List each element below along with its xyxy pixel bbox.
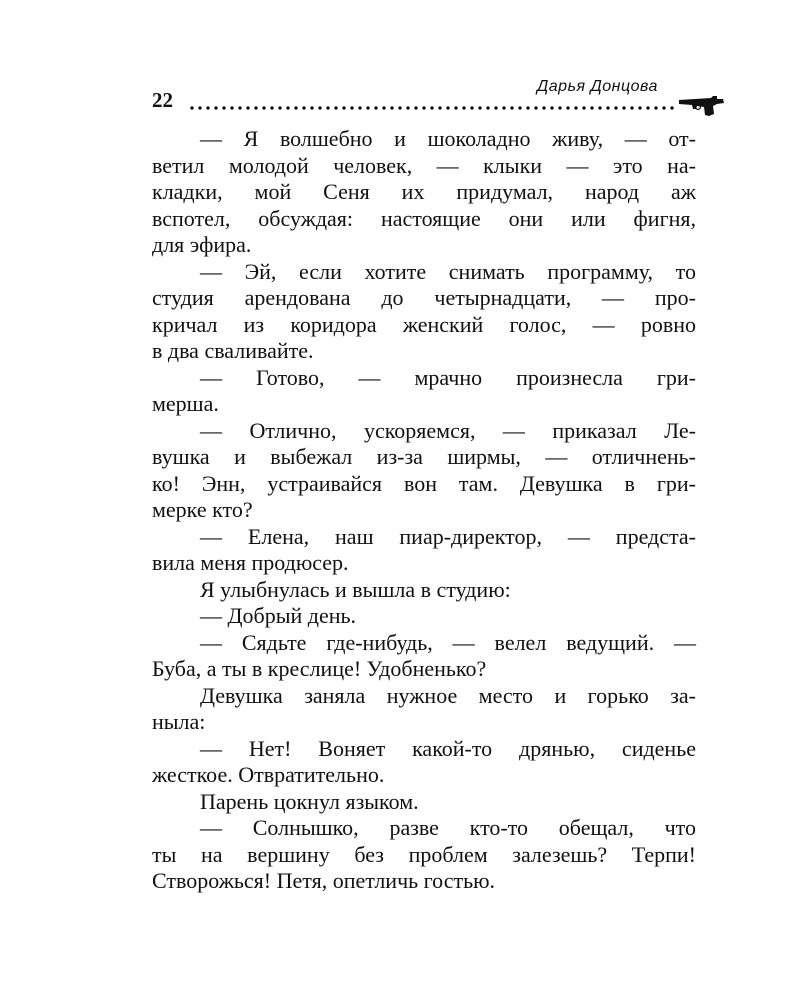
text-line: — Нет! Воняет какой-то дрянью, сиденье	[200, 735, 696, 761]
text-line: ныла:	[152, 709, 206, 734]
text-line: Парень цокнул языком.	[200, 788, 419, 814]
dotted-leader	[188, 106, 678, 110]
text-line: студия арендована до четырнадцати, — про-	[152, 285, 696, 310]
text-line: Буба, а ты в креслице! Удобненько?	[152, 656, 487, 681]
text-line: кричал из коридора женский голос, — ровно	[152, 311, 696, 337]
text-line: — Солнышко, разве кто-то обещал, что	[200, 815, 696, 840]
text-line: — Сядьте где-нибудь, — велел ведущий. —	[200, 629, 696, 655]
text-line: — Готово, — мрачно произнесла гри-	[200, 364, 696, 390]
text-line: — Эй, если хотите снимать программу, то	[200, 258, 696, 284]
text-line: мерке кто?	[152, 497, 253, 522]
text-line: мерша.	[152, 391, 219, 416]
text-line: жесткое. Отвратительно.	[152, 762, 385, 787]
body-text	[152, 126, 696, 895]
text-line: ты на вершину без проблем залезешь? Терпи!	[152, 841, 696, 867]
text-line: вила меня продюсер.	[152, 550, 349, 575]
text-line: ко! Энн, устраивайся вон там. Девушка в гри-	[152, 470, 696, 496]
running-header	[152, 78, 722, 118]
text-line: вушка и выбежал из-за ширмы, — отличнень-	[152, 444, 696, 469]
text-line: Створожься! Петя, опетличь гостью.	[152, 868, 496, 893]
text-line: вспотел, обсуждая: настоящие они или фигня,	[152, 205, 696, 231]
text-line: в два сваливайте.	[152, 338, 314, 363]
text-line: кладки, мой Сеня их придумал, народ аж	[152, 179, 696, 204]
text-line: — Я волшебно и шоколадно живу, — от-	[200, 126, 696, 151]
text-line: — Елена, наш пиар-директор, — предста-	[200, 523, 696, 549]
text-line: Девушка заняла нужное место и горько за-	[200, 682, 696, 708]
text-line: ветил молодой человек, — клыки — это на-	[152, 152, 696, 178]
text-line: — Отлично, ускоряемся, — приказал Ле-	[200, 417, 696, 443]
revolver-icon	[677, 94, 727, 118]
text-line: для эфира.	[152, 232, 252, 257]
page-number: 22	[152, 88, 173, 112]
text-line: Я улыбнулась и вышла в студию:	[200, 576, 511, 602]
text-line: — Добрый день.	[200, 603, 357, 628]
author-name: Дарья Донцова	[537, 78, 658, 95]
